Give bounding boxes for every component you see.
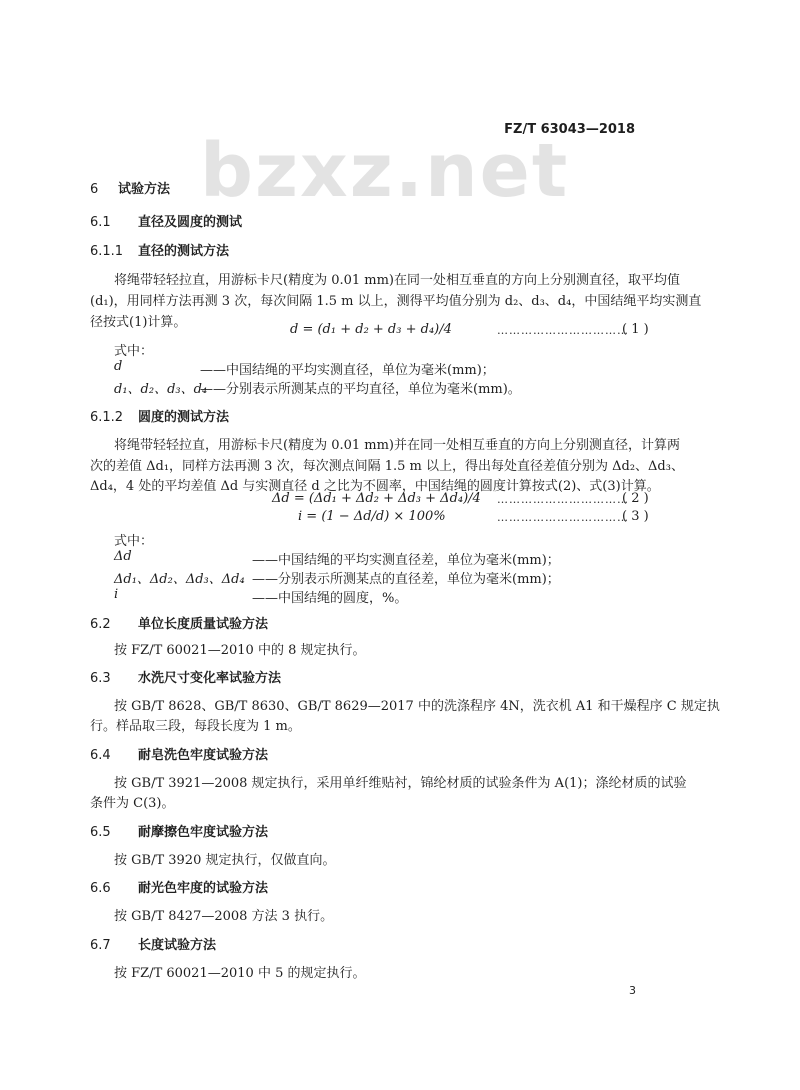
paragraph-line: 将绳带轻轻拉直，用游标卡尺(精度为 0.01 mm)并在同一处相互垂直的方向上分别测直径，计算两 [114, 438, 681, 453]
section-number: 6.7 [90, 938, 111, 953]
standard-number: FZ/T 63043—2018 [504, 122, 635, 137]
formula-1-leader: …………………………… [497, 324, 629, 337]
paragraph-line: 按 GB/T 8628、GB/T 8630、GB/T 8629—2017 中的洗涤程序 4N，洗衣机 A1 和干燥程序 C 规定执 [114, 699, 720, 714]
section-number: 6.3 [90, 671, 111, 686]
section-6-4-heading [90, 744, 268, 763]
formula-2-leader: …………………………… [497, 493, 629, 506]
section-number: 6.5 [90, 825, 111, 840]
section-title: 试验方法 [118, 182, 171, 197]
variable-description: ——中国结绳的平均实测直径，单位为毫米(mm)； [200, 363, 495, 378]
variable-symbol: Δd [114, 549, 132, 564]
variable-description: ——分别表示所测某点的直径差，单位为毫米(mm)； [252, 572, 560, 587]
section-number: 6 [90, 182, 99, 197]
section-number: 6.6 [90, 881, 111, 896]
formula-1: d = (d₁ + d₂ + d₃ + d₄)/4 [290, 322, 452, 337]
section-title: 水洗尺寸变化率试验方法 [138, 671, 282, 686]
paragraph-line: Δd₄，4 处的平均差值 Δd 与实测直径 d 之比为不圆率，中国结绳的圆度计算按式(2)、式(3)计算。 [90, 479, 660, 494]
section-title: 耐光色牢度的试验方法 [138, 881, 269, 896]
variable-description: ——中国结绳的平均实测直径差，单位为毫米(mm)； [252, 553, 560, 568]
section-6-2-heading [90, 613, 268, 632]
section-6-6-heading [90, 877, 268, 896]
section-title: 耐摩擦色牢度试验方法 [138, 825, 269, 840]
page-number: 3 [629, 984, 636, 997]
formula-3: i = (1 − Δd/d) × 100% [298, 509, 446, 524]
watermark: bzxz.net [200, 128, 570, 214]
section-number: 6.1.1 [90, 244, 124, 259]
section-6-1-heading [90, 211, 242, 230]
variable-symbol: d₁、d₂、d₃、d₄ [114, 382, 208, 397]
formula-3-number: ( 3 ) [622, 509, 649, 524]
paragraph-line: 条件为 C(3)。 [90, 796, 175, 811]
section-6-5-heading [90, 821, 268, 840]
section-title: 直径的测试方法 [138, 244, 230, 259]
section-number: 6.1.2 [90, 410, 124, 425]
paragraph-line: 将绳带轻轻拉直，用游标卡尺(精度为 0.01 mm)在同一处相互垂直的方向上分别测直径，取平均值 [114, 273, 681, 288]
section-number: 6.2 [90, 617, 111, 632]
section-6-7-heading [90, 934, 216, 953]
section-6-3-heading [90, 667, 281, 686]
section-title: 耐皂洗色牢度试验方法 [138, 748, 269, 763]
paragraph-line: 按 FZ/T 60021—2010 中 5 的规定执行。 [114, 966, 366, 981]
section-number: 6.4 [90, 748, 111, 763]
variable-symbol: d [114, 359, 123, 374]
where-label: 式中： [114, 534, 154, 549]
paragraph-line: 次的差值 Δd₁，同样方法再测 3 次，每次测点间隔 1.5 m 以上，得出每处直径差值分别为 Δd₂、Δd₃、 [90, 459, 684, 474]
paragraph-line: 按 FZ/T 60021—2010 中的 8 规定执行。 [114, 643, 366, 658]
section-title: 长度试验方法 [138, 938, 217, 953]
section-6-1-1-heading [90, 240, 229, 259]
section-number: 6.1 [90, 215, 111, 230]
section-6-1-2-heading [90, 406, 229, 425]
variable-description: ——中国结绳的圆度，%。 [252, 591, 408, 606]
variable-description: ——分别表示所测某点的平均直径，单位为毫米(mm)。 [200, 382, 521, 397]
paragraph-line: 径按式(1)计算。 [90, 315, 187, 330]
section-title: 单位长度质量试验方法 [138, 617, 269, 632]
formula-2-number: ( 2 ) [622, 491, 649, 506]
paragraph-line: 按 GB/T 3920 规定执行，仅做直向。 [114, 853, 336, 868]
paragraph-line: (d₁)，用同样方法再测 3 次，每次间隔 1.5 m 以上，测得平均值分别为 d₂、d₃、d₄，中国结绳平均实测直 [90, 294, 702, 309]
formula-3-leader: …………………………… [497, 511, 629, 524]
variable-symbol: i [114, 587, 119, 602]
section-title: 圆度的测试方法 [138, 410, 230, 425]
section-6-heading [90, 178, 170, 197]
formula-2: Δd = (Δd₁ + Δd₂ + Δd₃ + Δd₄)/4 [272, 491, 481, 506]
paragraph-line: 行。样品取三段，每段长度为 1 m。 [90, 719, 301, 734]
variable-symbol: Δd₁、Δd₂、Δd₃、Δd₄ [114, 572, 245, 587]
paragraph-line: 按 GB/T 3921—2008 规定执行，采用单纤维贴衬，锦纶材质的试验条件为 A(1)；涤纶材质的试验 [114, 776, 687, 791]
paragraph-line: 按 GB/T 8427—2008 方法 3 执行。 [114, 909, 334, 924]
section-title: 直径及圆度的测试 [138, 215, 243, 230]
where-label: 式中： [114, 344, 154, 359]
formula-1-number: ( 1 ) [622, 322, 649, 337]
